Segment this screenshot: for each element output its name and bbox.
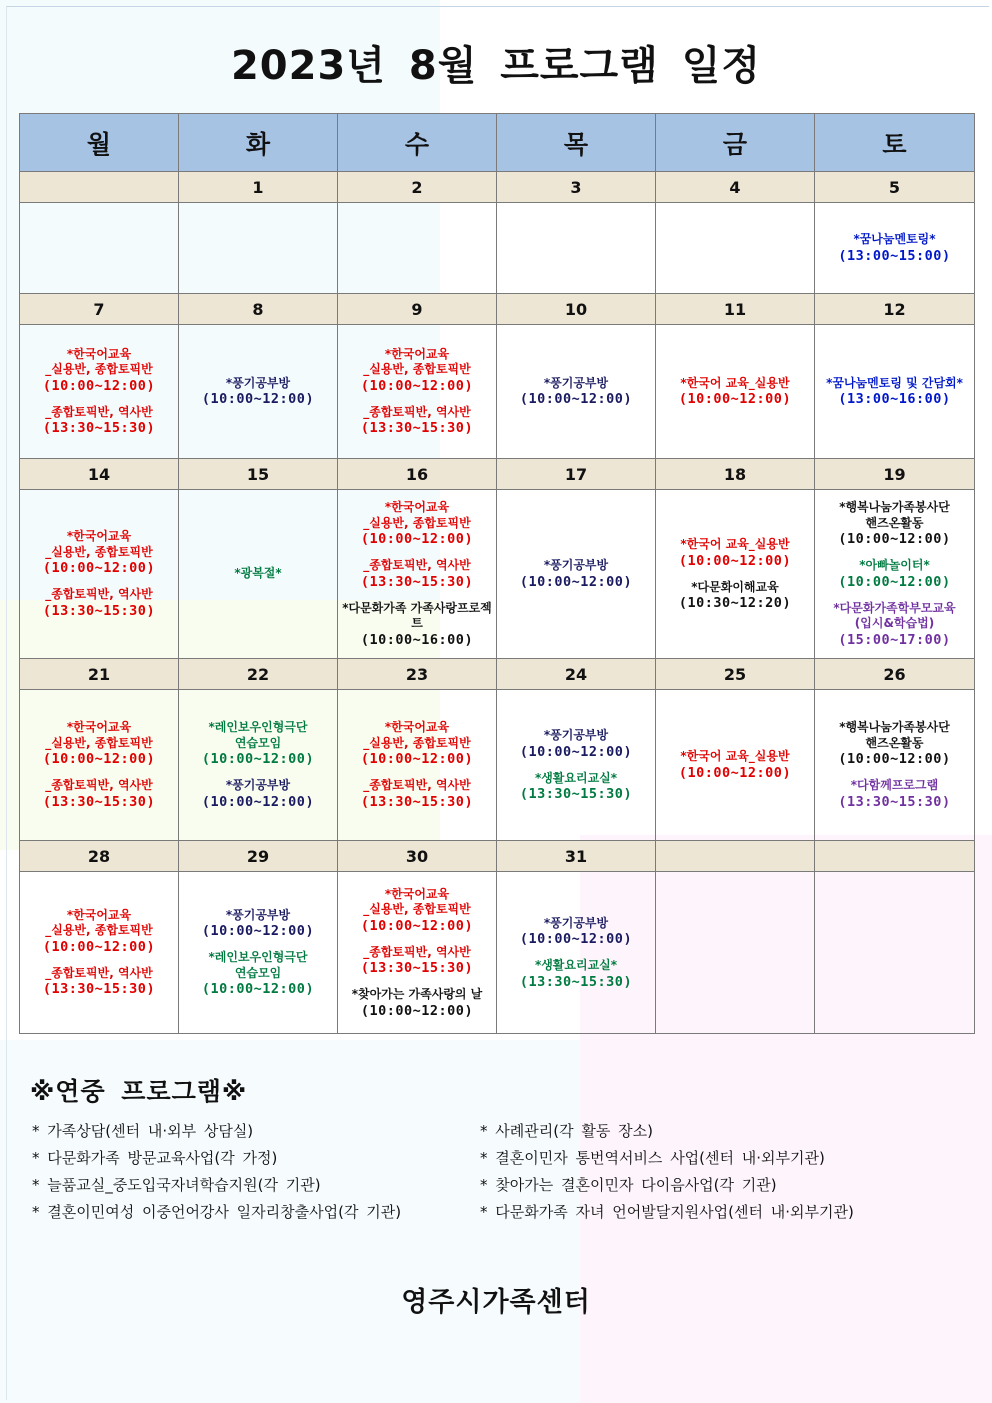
yearround-item: * 다문화가족 자녀 언어발달지원사업(센터 내·외부기관) (480, 1203, 854, 1221)
event-text: _종합토픽반, 역사반 (45, 404, 153, 419)
day-cell (656, 490, 815, 659)
day-cell (338, 690, 497, 841)
event-text: *한국어교육 (66, 529, 132, 544)
weekday-thu: 목 (497, 114, 656, 172)
event-time: (10:00~12:00) (519, 391, 633, 408)
event-text: 연습모임 (234, 735, 282, 750)
events-row (20, 490, 975, 659)
yearround-list-right (480, 1118, 854, 1226)
weekday-header-row (20, 114, 975, 172)
event-text: *풍기공부방 (225, 907, 291, 922)
event-time: (10:00~12:00) (519, 743, 633, 760)
event-time: (15:00~17:00) (838, 631, 951, 648)
event-time: (10:30~12:20) (678, 595, 792, 611)
event-time: (10:00~12:00) (201, 391, 315, 408)
weekday-mon: 월 (20, 114, 179, 172)
day-cell (179, 690, 338, 841)
yearround-item: * 결혼이민여성 이중언어강사 일자리창출사업(각 기관) (32, 1203, 402, 1221)
event-text: *한국어교육 (66, 720, 132, 735)
event-text: _실용반, 종합토픽반 (363, 735, 471, 750)
date-number: 11 (656, 294, 815, 325)
organization-name: 영주시가족센터 (401, 1287, 591, 1318)
event-text: *풍기공부방 (543, 375, 609, 390)
events-row (20, 203, 975, 294)
date-number: 22 (179, 659, 338, 690)
date-number (815, 841, 975, 872)
event-text: _실용반, 종합토픽반 (45, 923, 153, 938)
event-text: 핸즈온활동 (865, 515, 924, 530)
day-cell (338, 872, 497, 1034)
event-time: (13:30~15:30) (42, 420, 156, 437)
event-time: (10:00~12:00) (838, 751, 951, 768)
event-time: (13:00~16:00) (838, 391, 951, 408)
day-cell (656, 203, 815, 294)
event-time: (10:00~12:00) (678, 764, 792, 781)
day-cell (338, 203, 497, 294)
event-text: (입시&학습법) (854, 616, 935, 631)
day-cell (497, 872, 656, 1034)
day-cell (656, 690, 815, 841)
event-text: *한국어교육 (384, 346, 450, 361)
event-text: *생활요리교실* (534, 958, 618, 972)
event-text: *한국어 교육_실용반 (680, 537, 790, 551)
event-text: *풍기공부방 (225, 778, 291, 793)
day-cell (338, 490, 497, 659)
date-number: 9 (338, 294, 497, 325)
event-text: _실용반, 종합토픽반 (363, 515, 471, 530)
day-cell (815, 325, 975, 459)
events-row (20, 325, 975, 459)
yearround-item: * 사례관리(각 활동 장소) (480, 1122, 653, 1140)
date-row (20, 459, 975, 490)
event-text: _실용반, 종합토픽반 (363, 362, 471, 377)
date-number: 2 (338, 172, 497, 203)
calendar-table (19, 113, 975, 1034)
day-cell (20, 872, 179, 1034)
yearround-item: * 가족상담(센터 내·외부 상담실) (32, 1122, 254, 1140)
event-time: (10:00~12:00) (360, 751, 474, 768)
day-cell (179, 490, 338, 659)
event-text: _종합토픽반, 역사반 (45, 778, 153, 793)
date-row (20, 841, 975, 872)
date-number (20, 172, 179, 203)
day-cell (497, 690, 656, 841)
day-cell (815, 203, 975, 294)
day-cell (20, 490, 179, 659)
day-cell (497, 203, 656, 294)
weekday-wed: 수 (338, 114, 497, 172)
yearround-title: ※연중 프로그램※ (30, 1077, 248, 1106)
weekday-tue: 화 (179, 114, 338, 172)
event-text: 핸즈온활동 (865, 735, 924, 750)
yearround-item: * 늘품교실_중도입국자녀학습지원(각 기관) (32, 1176, 321, 1194)
date-number: 28 (20, 841, 179, 872)
date-number: 10 (497, 294, 656, 325)
event-time: (10:00~12:00) (360, 377, 474, 394)
event-time: (13:30~15:30) (360, 960, 474, 976)
event-time: (10:00~12:00) (42, 560, 156, 577)
page-title: 2023년 8월 프로그램 일정 (230, 43, 762, 89)
event-time: (13:30~15:30) (42, 602, 156, 619)
event-text: _종합토픽반, 역사반 (363, 404, 471, 419)
date-row (20, 659, 975, 690)
date-number: 4 (656, 172, 815, 203)
event-time: (13:30~15:30) (519, 786, 633, 802)
events-row (20, 872, 975, 1034)
event-text: 연습모임 (234, 965, 282, 980)
day-cell (656, 872, 815, 1034)
event-time: (13:30~15:30) (42, 793, 156, 810)
event-time: (10:00~12:00) (201, 793, 315, 810)
day-cell (815, 690, 975, 841)
event-text: *꿈나눔멘토링* (853, 232, 936, 247)
date-number: 19 (815, 459, 975, 490)
event-text: *행복나눔가족봉사단 (839, 500, 950, 515)
event-text: _실용반, 종합토픽반 (45, 362, 153, 377)
event-text: *행복나눔가족봉사단 (839, 720, 950, 735)
yearround-item: * 결혼이민자 통번역서비스 사업(센터 내·외부기관) (480, 1149, 825, 1167)
date-number: 7 (20, 294, 179, 325)
event-text: *풍기공부방 (543, 558, 609, 573)
weekday-sat: 토 (815, 114, 975, 172)
events-row (20, 690, 975, 841)
date-number: 5 (815, 172, 975, 203)
event-time: (10:00~12:00) (519, 931, 633, 947)
day-cell (815, 490, 975, 659)
event-time: (13:30~15:30) (838, 793, 951, 810)
date-row (20, 172, 975, 203)
weekday-fri: 금 (656, 114, 815, 172)
event-time: (13:30~15:30) (42, 981, 156, 998)
event-text: _종합토픽반, 역사반 (45, 965, 153, 980)
event-text: *찾아가는 가족사랑의 날 (351, 987, 483, 1001)
day-cell (20, 690, 179, 841)
date-number: 17 (497, 459, 656, 490)
day-cell (338, 325, 497, 459)
event-time: (13:00~15:00) (838, 247, 951, 264)
event-text: *한국어교육 (384, 886, 450, 901)
event-text: *한국어교육 (66, 346, 132, 361)
event-text: *생활요리교실* (534, 770, 618, 785)
event-text: _종합토픽반, 역사반 (45, 587, 153, 602)
event-text: *레인보우인형극단 (208, 720, 308, 735)
day-cell (497, 490, 656, 659)
event-text: _종합토픽반, 역사반 (363, 778, 471, 793)
day-cell (656, 325, 815, 459)
date-number: 12 (815, 294, 975, 325)
event-time: (10:00~12:00) (201, 923, 315, 940)
yearround-list-left (32, 1118, 401, 1226)
event-text: *한국어교육 (66, 907, 132, 922)
event-text: *다문화이해교육 (691, 579, 779, 594)
event-text: *한국어 교육_실용반 (680, 749, 790, 764)
date-number: 30 (338, 841, 497, 872)
date-number: 25 (656, 659, 815, 690)
event-time: (10:00~12:00) (678, 552, 792, 569)
event-time: (10:00~12:00) (678, 391, 792, 408)
day-cell (815, 872, 975, 1034)
date-number: 18 (656, 459, 815, 490)
date-number: 14 (20, 459, 179, 490)
day-cell (497, 325, 656, 459)
event-text: *한국어교육 (384, 720, 450, 735)
event-text: *한국어교육 (384, 500, 450, 515)
event-time: (10:00~12:00) (519, 573, 633, 590)
event-time: (13:30~15:30) (360, 420, 474, 437)
event-text: _실용반, 종합토픽반 (45, 735, 153, 750)
date-number: 23 (338, 659, 497, 690)
event-text: *레인보우인형극단 (208, 950, 308, 965)
date-number: 1 (179, 172, 338, 203)
event-text: _종합토픽반, 역사반 (363, 558, 471, 573)
event-text: _종합토픽반, 역사반 (363, 944, 471, 959)
event-time: (10:00~12:00) (838, 531, 951, 548)
date-number: 8 (179, 294, 338, 325)
day-cell (179, 325, 338, 459)
event-time: (13:30~15:30) (360, 793, 474, 810)
event-text: *아빠놀이터* (859, 558, 930, 573)
yearround-item: * 다문화가족 방문교육사업(각 가정) (32, 1149, 278, 1167)
event-text: *꿈나눔멘토링 및 간담회* (826, 375, 963, 390)
event-text: *풍기공부방 (225, 375, 291, 390)
event-text: *한국어 교육_실용반 (680, 375, 790, 390)
event-time: (10:00~12:00) (201, 981, 315, 998)
day-cell (20, 203, 179, 294)
event-text: *다문화가족 가족사랑프로젝트 (342, 600, 492, 631)
date-number (656, 841, 815, 872)
date-number: 15 (179, 459, 338, 490)
date-number: 16 (338, 459, 497, 490)
event-time: (10:00~12:00) (360, 1002, 474, 1019)
day-cell (179, 872, 338, 1034)
event-text: *다문화가족학부모교육 (833, 600, 956, 615)
date-row (20, 294, 975, 325)
event-time: (13:30~15:30) (519, 973, 633, 990)
day-cell (20, 325, 179, 459)
event-text: *광복절* (234, 566, 282, 581)
event-time: (10:00~12:00) (360, 917, 474, 934)
date-number: 31 (497, 841, 656, 872)
event-text: *풍기공부방 (543, 915, 609, 930)
event-text: _실용반, 종합토픽반 (363, 902, 471, 916)
event-time: (10:00~12:00) (42, 751, 156, 768)
event-text: *다함께프로그램 (850, 778, 939, 793)
date-number: 21 (20, 659, 179, 690)
event-time: (13:30~15:30) (360, 573, 474, 590)
event-time: (10:00~16:00) (360, 631, 474, 648)
date-number: 29 (179, 841, 338, 872)
event-time: (10:00~12:00) (360, 531, 474, 548)
event-text: _실용반, 종합토픽반 (45, 544, 153, 559)
date-number: 3 (497, 172, 656, 203)
event-text: *풍기공부방 (543, 728, 609, 742)
date-number: 24 (497, 659, 656, 690)
event-time: (10:00~12:00) (838, 573, 951, 590)
day-cell (179, 203, 338, 294)
event-time: (10:00~12:00) (201, 751, 315, 768)
event-time: (10:00~12:00) (42, 377, 156, 394)
yearround-item: * 찾아가는 결혼이민자 다이음사업(각 기관) (480, 1176, 777, 1194)
date-number: 26 (815, 659, 975, 690)
event-time: (10:00~12:00) (42, 938, 156, 955)
